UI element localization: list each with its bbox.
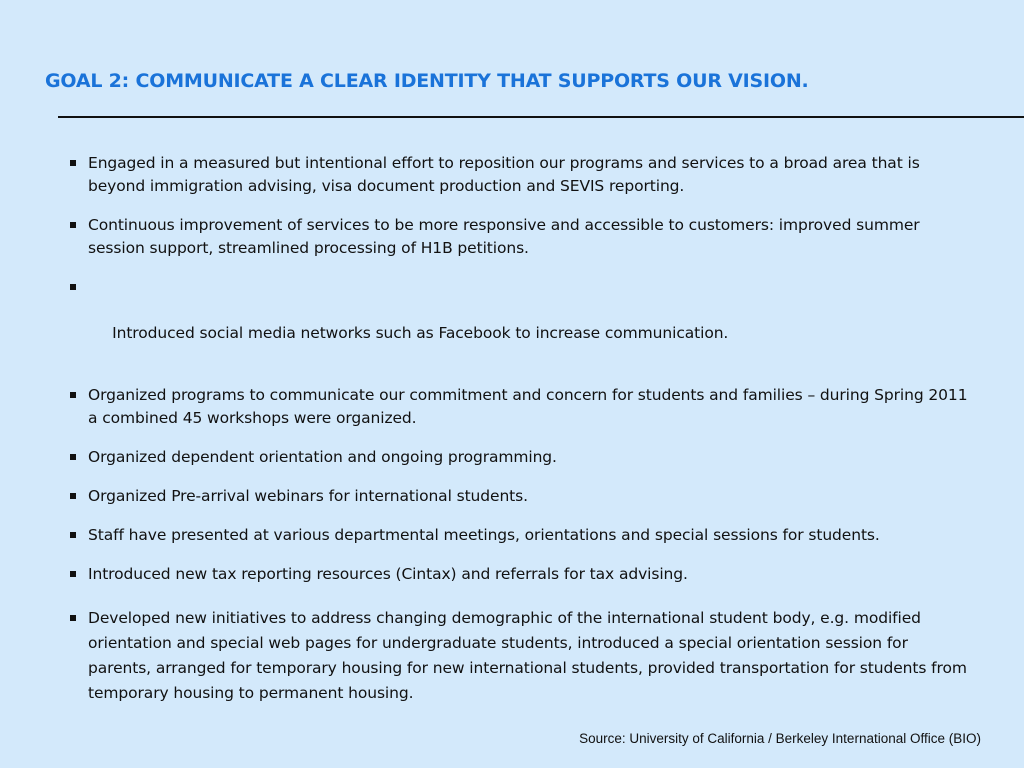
list-item-text: Engaged in a measured but intentional effort to reposition our programs and services to a broad area that is beyond immigration advising, visa document production and SEVIS reporting. bbox=[88, 154, 920, 195]
list-item-text: Organized programs to communicate our commitment and concern for students and families – during Spring 2011 a combined 45 workshops were organized. bbox=[88, 386, 968, 427]
list-item-text: Organized Pre-arrival webinars for international students. bbox=[88, 487, 528, 505]
list-item-text: Developed new initiatives to address changing demographic of the international student body, e.g. modified orientation and special web pages for undergraduate students, introduced a special orientation session for parents, arranged for temporary housing for new international students, provided transportation for students from temporary housing to permanent housing. bbox=[88, 609, 967, 702]
title-divider bbox=[58, 116, 1024, 118]
list-item-text: Introduced social media networks such as Facebook to increase communication. bbox=[107, 324, 729, 342]
bullet-list bbox=[68, 152, 968, 722]
square-bullet-icon bbox=[70, 532, 76, 538]
list-item bbox=[68, 276, 968, 368]
square-bullet-icon bbox=[70, 493, 76, 499]
list-item bbox=[68, 485, 968, 508]
list-item bbox=[68, 606, 968, 706]
source-note: Source: University of California / Berkeley International Office (BIO) bbox=[579, 731, 981, 746]
square-bullet-icon bbox=[70, 392, 76, 398]
list-item bbox=[68, 446, 968, 469]
list-item-text: Staff have presented at various departmental meetings, orientations and special sessions for students. bbox=[88, 526, 880, 544]
list-item bbox=[68, 214, 968, 260]
square-bullet-icon bbox=[70, 160, 76, 166]
square-bullet-icon bbox=[70, 571, 76, 577]
list-item-text: Organized dependent orientation and ongoing programming. bbox=[88, 448, 557, 466]
list-item-text: Introduced new tax reporting resources (Cintax) and referrals for tax advising. bbox=[88, 565, 688, 583]
square-bullet-icon bbox=[70, 454, 76, 460]
square-bullet-icon bbox=[70, 222, 76, 228]
list-item bbox=[68, 524, 968, 547]
list-item bbox=[68, 563, 968, 586]
square-bullet-icon bbox=[70, 284, 76, 290]
list-item bbox=[68, 152, 968, 198]
list-item bbox=[68, 384, 968, 430]
list-item-text: Continuous improvement of services to be more responsive and accessible to customers: improved summer session support, streamlined processing of H1B petitions. bbox=[88, 216, 920, 257]
slide-title: GOAL 2: COMMUNICATE A CLEAR IDENTITY THAT SUPPORTS OUR VISION. bbox=[45, 70, 809, 92]
square-bullet-icon bbox=[70, 615, 76, 621]
